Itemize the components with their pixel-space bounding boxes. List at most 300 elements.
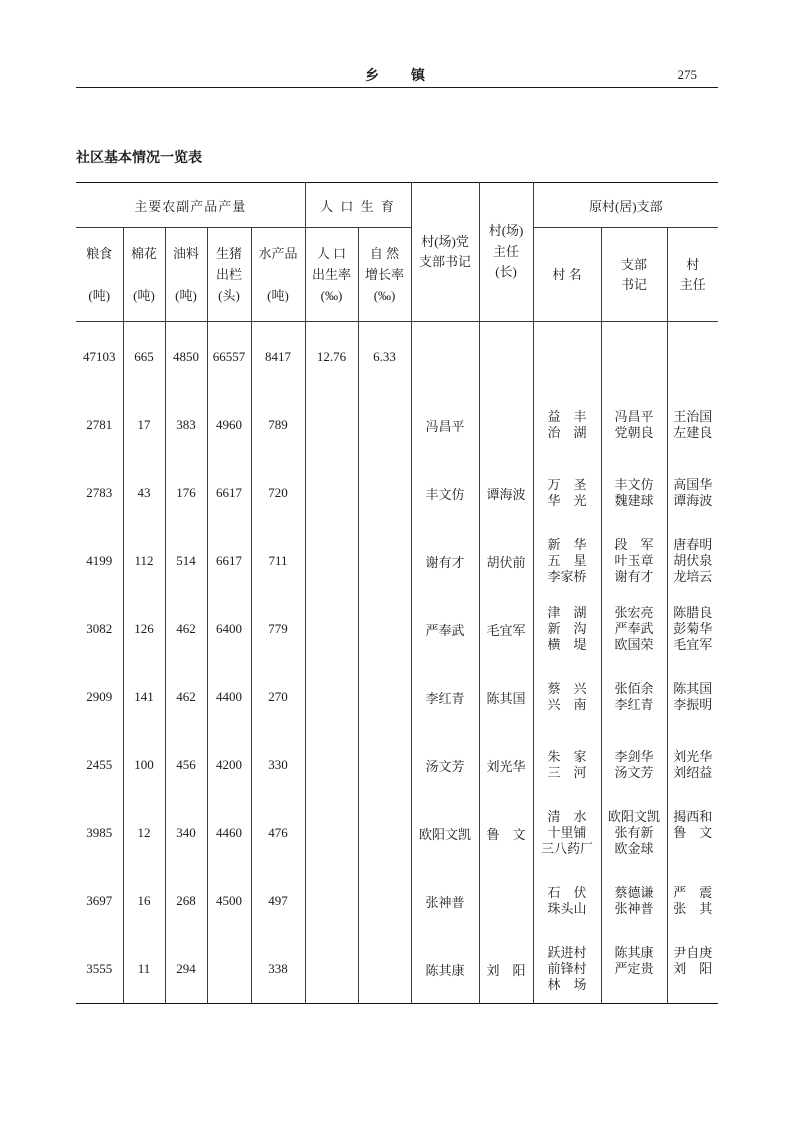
- village-name: 李家桥: [547, 569, 587, 584]
- cell-pigs: [207, 595, 251, 663]
- cell-director: [479, 322, 533, 392]
- village-director-name: 李振明: [673, 697, 713, 712]
- party-secretary-value: 丰文仿: [425, 486, 465, 502]
- cell-grain: [76, 391, 123, 459]
- col-header-aquatic: [251, 228, 305, 322]
- cell-villages: [533, 935, 601, 1004]
- cell-cotton: [123, 322, 165, 392]
- cell-party-secretary: [411, 595, 479, 663]
- village-director-name: 严 震: [673, 885, 713, 900]
- villages-list: [534, 945, 601, 993]
- oil-value: 462: [176, 689, 196, 704]
- header-stack: [480, 221, 533, 283]
- village-directors-list: [668, 409, 719, 441]
- cell-oil: [165, 799, 207, 867]
- branch-secretary-name: 蔡德谦: [614, 885, 654, 900]
- pigs-value: 6617: [216, 553, 242, 568]
- cell-aquatic: [251, 731, 305, 799]
- director-value: 陈其国: [486, 690, 526, 706]
- branch-secretary-name: 欧金球: [614, 841, 654, 856]
- grain-value: 47103: [83, 348, 116, 364]
- header-stack: [534, 243, 601, 306]
- cell-pigs: [207, 799, 251, 867]
- village-director-name: 毛宜军: [673, 637, 713, 652]
- header-original-branch: 原村(居)支部: [533, 183, 718, 228]
- header-line: 粮食: [86, 246, 113, 261]
- branch-secretary-name: 张有新: [614, 825, 654, 840]
- oil-value: 340: [176, 825, 196, 840]
- villages-list: [534, 537, 601, 585]
- village-director-name: 高国华: [673, 477, 713, 492]
- village-name: 十里铺: [547, 825, 587, 840]
- cotton-value: 12: [137, 825, 151, 840]
- village-name: 益 丰: [547, 409, 587, 424]
- cotton-value: 43: [137, 485, 151, 500]
- village-name: 前锋村: [547, 961, 587, 976]
- cotton-value: 141: [134, 689, 154, 704]
- branch-secretary-name: 叶玉章: [614, 553, 654, 568]
- party-secretary-value: 冯昌平: [425, 418, 465, 434]
- party-secretary-value: 欧阳文凯: [419, 826, 472, 842]
- table-row: [76, 867, 718, 935]
- director-value: 毛宜军: [486, 622, 526, 638]
- header-line: 主任: [679, 276, 706, 292]
- aquatic-value: 497: [268, 893, 288, 908]
- col-header-oil: [165, 228, 207, 322]
- village-director-name: 彭菊华: [673, 621, 713, 636]
- oil-value: 514: [176, 553, 196, 568]
- cotton-value: 100: [134, 757, 154, 772]
- village-director-name: 谭海波: [673, 493, 713, 508]
- grain-value: 2783: [86, 485, 113, 500]
- cell-birth-rate: [305, 459, 358, 527]
- branch-secretary-name: 李红青: [614, 697, 654, 712]
- header-population: 人 口 生 育: [305, 183, 411, 228]
- header-line: (吨): [267, 288, 289, 303]
- cell-party-secretary: [411, 527, 479, 595]
- branch-secretary-name: 汤文芳: [614, 765, 654, 780]
- party-secretary-value: 严奉武: [425, 622, 465, 638]
- header-row-columns: [76, 228, 718, 322]
- village-directors-list: [668, 945, 719, 993]
- oil-value: 176: [176, 485, 196, 500]
- village-name: 万 圣: [547, 477, 587, 492]
- aquatic-value: 720: [268, 485, 288, 500]
- cell-growth-rate: [358, 391, 411, 459]
- cell-village-directors: [667, 391, 718, 459]
- cell-birth-rate: [305, 867, 358, 935]
- village-name: 跃进村: [547, 945, 587, 960]
- cell-village-directors: [667, 731, 718, 799]
- branch-secretary-name: 张宏亮: [614, 605, 654, 620]
- cell-pigs: [207, 663, 251, 731]
- village-directors-list: [668, 537, 719, 585]
- cell-cotton: [123, 935, 165, 1004]
- grain-value: 3697: [86, 893, 113, 908]
- cell-growth-rate: [358, 459, 411, 527]
- director-value: 刘 阳: [486, 962, 526, 978]
- grain-value: 3555: [86, 961, 113, 976]
- village-name: 华 光: [547, 493, 587, 508]
- col-header-director: [479, 183, 533, 322]
- cell-villages: [533, 731, 601, 799]
- cell-cotton: [123, 663, 165, 731]
- cell-party-secretary: [411, 799, 479, 867]
- cell-village-directors: [667, 595, 718, 663]
- cell-pigs: [207, 322, 251, 392]
- village-director-name: 左建良: [673, 425, 713, 440]
- cell-pigs: [207, 527, 251, 595]
- table-row: [76, 731, 718, 799]
- village-director-name: 陈腊良: [673, 605, 713, 620]
- table-header: [76, 183, 718, 322]
- party-secretary-value: 李红青: [425, 690, 465, 706]
- cell-pigs: [207, 867, 251, 935]
- village-director-name: 尹自庚: [673, 945, 713, 960]
- cotton-value: 112: [134, 553, 154, 568]
- cell-villages: [533, 663, 601, 731]
- header-line: 人 口: [316, 246, 347, 261]
- branch-secretary-name: 陈其康: [614, 945, 654, 960]
- header-stack: [602, 243, 667, 306]
- header-line: (‰): [373, 288, 396, 303]
- cell-aquatic: [251, 595, 305, 663]
- director-value: 谭海波: [486, 486, 526, 502]
- cell-aquatic: [251, 799, 305, 867]
- cell-grain: [76, 527, 123, 595]
- grain-value: 3985: [86, 825, 113, 840]
- village-name: 津 湖: [547, 605, 587, 620]
- cell-villages: [533, 867, 601, 935]
- growth-rate-value: 6.33: [373, 348, 396, 364]
- birth-rate-value: 12.76: [316, 348, 347, 364]
- cell-party-secretary: [411, 459, 479, 527]
- cotton-value: 665: [134, 348, 154, 364]
- village-name: 新 华: [547, 537, 587, 552]
- village-name: 治 湖: [547, 425, 587, 440]
- cotton-value: 126: [134, 621, 154, 636]
- branch-secretary-name: 丰文仿: [614, 477, 654, 492]
- cell-village-directors: [667, 663, 718, 731]
- director-value: 刘光华: [486, 758, 526, 774]
- village-directors-list: [668, 809, 719, 857]
- cell-cotton: [123, 391, 165, 459]
- cell-cotton: [123, 527, 165, 595]
- pigs-value: 66557: [212, 348, 246, 364]
- cell-growth-rate: [358, 663, 411, 731]
- cell-pigs: [207, 731, 251, 799]
- oil-value: 294: [176, 961, 196, 976]
- branch-secretaries-list: [602, 681, 667, 713]
- pigs-value: 4500: [216, 893, 242, 908]
- village-name: 石 伏: [547, 885, 587, 900]
- cell-branch-secretaries: [601, 935, 667, 1004]
- table-row: [76, 527, 718, 595]
- village-director-name: 王治国: [673, 409, 713, 424]
- cell-birth-rate: [305, 935, 358, 1004]
- table-body: [76, 322, 718, 1004]
- cell-grain: [76, 663, 123, 731]
- cell-growth-rate: [358, 935, 411, 1004]
- grain-value: 2455: [86, 757, 113, 772]
- col-header-growth-rate: [358, 228, 411, 322]
- header-stack: [208, 243, 251, 306]
- header-line: (吨): [88, 288, 111, 303]
- header-line: 村(场)党: [421, 233, 469, 249]
- cell-branch-secretaries: [601, 459, 667, 527]
- villages-list: [534, 809, 601, 857]
- header-line: 村: [686, 256, 700, 272]
- village-name: 林 场: [547, 977, 587, 992]
- aquatic-value: 711: [268, 553, 288, 568]
- table-row: [76, 595, 718, 663]
- header-line: (吨): [133, 288, 155, 303]
- village-director-name: 刘 阳: [673, 961, 713, 976]
- branch-secretary-name: 李剑华: [614, 749, 654, 764]
- cell-village-directors: [667, 867, 718, 935]
- community-table: [76, 182, 718, 1004]
- village-director-name: 陈其国: [673, 681, 713, 696]
- aquatic-value: 270: [268, 689, 288, 704]
- branch-secretary-name: 严奉武: [614, 621, 654, 636]
- village-director-name: 刘绍益: [673, 765, 713, 780]
- branch-secretaries-list: [602, 885, 667, 917]
- cell-villages: [533, 799, 601, 867]
- director-value: 鲁 文: [486, 826, 526, 842]
- header-stack: [412, 232, 479, 273]
- cell-village-directors: [667, 527, 718, 595]
- branch-secretary-name: 党朝良: [614, 425, 654, 440]
- cell-director: [479, 663, 533, 731]
- cell-director: [479, 935, 533, 1004]
- pigs-value: 4460: [216, 825, 242, 840]
- cell-director: [479, 867, 533, 935]
- cell-party-secretary: [411, 935, 479, 1004]
- villages-list: [534, 885, 601, 917]
- oil-value: 462: [176, 621, 196, 636]
- cell-branch-secretaries: [601, 322, 667, 392]
- pigs-value: 4200: [216, 757, 242, 772]
- header-line: (吨): [175, 288, 197, 303]
- village-name: 朱 家: [547, 749, 587, 764]
- cell-aquatic: [251, 935, 305, 1004]
- grain-value: 3082: [86, 621, 113, 636]
- cell-grain: [76, 867, 123, 935]
- cell-oil: [165, 867, 207, 935]
- cell-birth-rate: [305, 391, 358, 459]
- cell-cotton: [123, 799, 165, 867]
- cell-oil: [165, 391, 207, 459]
- village-name: 兴 南: [547, 697, 587, 712]
- cell-villages: [533, 527, 601, 595]
- aquatic-value: 789: [268, 417, 288, 432]
- header-line: 自 然: [369, 246, 400, 261]
- table-row: [76, 391, 718, 459]
- cell-growth-rate: [358, 595, 411, 663]
- cell-village-directors: [667, 459, 718, 527]
- branch-secretaries-list: [602, 477, 667, 509]
- cell-oil: [165, 663, 207, 731]
- cell-cotton: [123, 595, 165, 663]
- cell-branch-secretaries: [601, 527, 667, 595]
- cell-oil: [165, 731, 207, 799]
- cell-birth-rate: [305, 527, 358, 595]
- cell-aquatic: [251, 867, 305, 935]
- party-secretary-value: 谢有才: [425, 554, 465, 570]
- cell-director: [479, 527, 533, 595]
- director-value: 胡伏前: [486, 554, 526, 570]
- col-header-pigs: [207, 228, 251, 322]
- cell-director: [479, 731, 533, 799]
- header-stack: [668, 243, 719, 306]
- header-stack: [166, 243, 207, 306]
- village-directors-list: [668, 749, 719, 781]
- header-stack: [76, 243, 123, 306]
- village-director-name: 唐春明: [673, 537, 713, 552]
- village-name: 五 星: [547, 553, 587, 568]
- cell-party-secretary: [411, 322, 479, 392]
- village-name: 三八药厂: [541, 841, 594, 856]
- header-line: (‰): [320, 288, 343, 303]
- header-line: 水产品: [258, 246, 298, 261]
- header-line: 支部: [621, 256, 648, 272]
- cell-branch-secretaries: [601, 799, 667, 867]
- cell-grain: [76, 595, 123, 663]
- branch-secretary-name: 欧国荣: [614, 637, 654, 652]
- cell-villages: [533, 459, 601, 527]
- cell-party-secretary: [411, 391, 479, 459]
- col-header-party-secretary: [411, 183, 479, 322]
- cell-oil: [165, 935, 207, 1004]
- cell-birth-rate: [305, 322, 358, 392]
- cell-aquatic: [251, 663, 305, 731]
- branch-secretaries-list: [602, 749, 667, 781]
- cell-party-secretary: [411, 731, 479, 799]
- header-line: 棉花: [130, 246, 157, 261]
- header-row-groups: [76, 183, 718, 228]
- branch-secretaries-list: [602, 537, 667, 585]
- table-row: [76, 459, 718, 527]
- cotton-value: 16: [137, 893, 151, 908]
- village-director-name: 胡伏泉: [673, 553, 713, 568]
- cell-oil: [165, 459, 207, 527]
- oil-value: 4850: [173, 348, 199, 364]
- branch-secretary-name: 魏建球: [614, 493, 654, 508]
- table-title: 社区基本情况一览表: [76, 149, 202, 165]
- village-name: 蔡 兴: [547, 681, 587, 696]
- cell-birth-rate: [305, 799, 358, 867]
- villages-list: [534, 409, 601, 441]
- branch-secretary-name: 冯昌平: [614, 409, 654, 424]
- branch-secretary-name: 严定贵: [614, 961, 654, 976]
- cell-branch-secretaries: [601, 595, 667, 663]
- cell-party-secretary: [411, 663, 479, 731]
- cell-branch-secretaries: [601, 663, 667, 731]
- villages-list: [534, 477, 601, 509]
- villages-list: [534, 749, 601, 781]
- header-line: 书记: [621, 276, 648, 292]
- village-director-name: 刘光华: [673, 749, 713, 764]
- oil-value: 268: [176, 893, 196, 908]
- branch-secretary-name: 段 军: [614, 537, 654, 552]
- village-directors-list: [668, 681, 719, 713]
- cell-grain: [76, 935, 123, 1004]
- section-title: 乡 镇: [365, 67, 425, 83]
- cell-grain: [76, 459, 123, 527]
- header-line: 出生率: [312, 267, 352, 282]
- branch-secretaries-list: [602, 409, 667, 441]
- cell-director: [479, 799, 533, 867]
- cell-oil: [165, 595, 207, 663]
- cell-village-directors: [667, 799, 718, 867]
- party-secretary-value: 汤文芳: [425, 758, 465, 774]
- cell-village-directors: [667, 935, 718, 1004]
- party-secretary-value: 张神普: [425, 894, 465, 910]
- cell-pigs: [207, 459, 251, 527]
- aquatic-value: 476: [268, 825, 288, 840]
- aquatic-value: 330: [268, 757, 288, 772]
- grain-value: 2781: [86, 417, 113, 432]
- branch-secretaries-list: [602, 945, 667, 993]
- cell-pigs: [207, 391, 251, 459]
- header-line: 出栏: [215, 267, 242, 282]
- header-line: (头): [218, 288, 240, 303]
- cell-director: [479, 595, 533, 663]
- cell-grain: [76, 322, 123, 392]
- page-number: 275: [677, 67, 697, 82]
- header-line: 增长率: [365, 267, 405, 282]
- cell-aquatic: [251, 391, 305, 459]
- cell-grain: [76, 799, 123, 867]
- cell-growth-rate: [358, 527, 411, 595]
- header-stack: [252, 243, 305, 306]
- oil-value: 456: [176, 757, 196, 772]
- branch-secretaries-list: [602, 605, 667, 653]
- header-line: 村(场): [488, 223, 524, 239]
- cell-growth-rate: [358, 731, 411, 799]
- party-secretary-value: 陈其康: [425, 962, 465, 978]
- cell-cotton: [123, 731, 165, 799]
- header-line: 油料: [172, 246, 199, 261]
- table-row-total: [76, 322, 718, 392]
- cell-growth-rate: [358, 322, 411, 392]
- header-line: 生猪: [215, 246, 242, 261]
- village-director-name: 鲁 文: [673, 825, 713, 840]
- branch-secretary-name: 张佰余: [614, 681, 654, 696]
- col-header-cotton: [123, 228, 165, 322]
- village-name: 三 河: [547, 765, 587, 780]
- branch-secretaries-list: [602, 809, 667, 857]
- village-director-name: 揭西和: [673, 809, 713, 824]
- oil-value: 383: [176, 417, 196, 432]
- header-stack: [306, 243, 358, 306]
- cotton-value: 11: [137, 961, 151, 976]
- village-directors-list: [668, 885, 719, 917]
- branch-secretary-name: 谢有才: [614, 569, 654, 584]
- header-line: 主任: [493, 243, 520, 259]
- running-head: [76, 64, 718, 88]
- header-line: 支部书记: [419, 254, 472, 269]
- pigs-value: 4960: [216, 417, 242, 432]
- cell-director: [479, 459, 533, 527]
- cell-aquatic: [251, 322, 305, 392]
- table-row: [76, 663, 718, 731]
- cell-oil: [165, 322, 207, 392]
- grain-value: 4199: [86, 553, 113, 568]
- cell-branch-secretaries: [601, 731, 667, 799]
- header-stack: [124, 243, 165, 306]
- cell-birth-rate: [305, 663, 358, 731]
